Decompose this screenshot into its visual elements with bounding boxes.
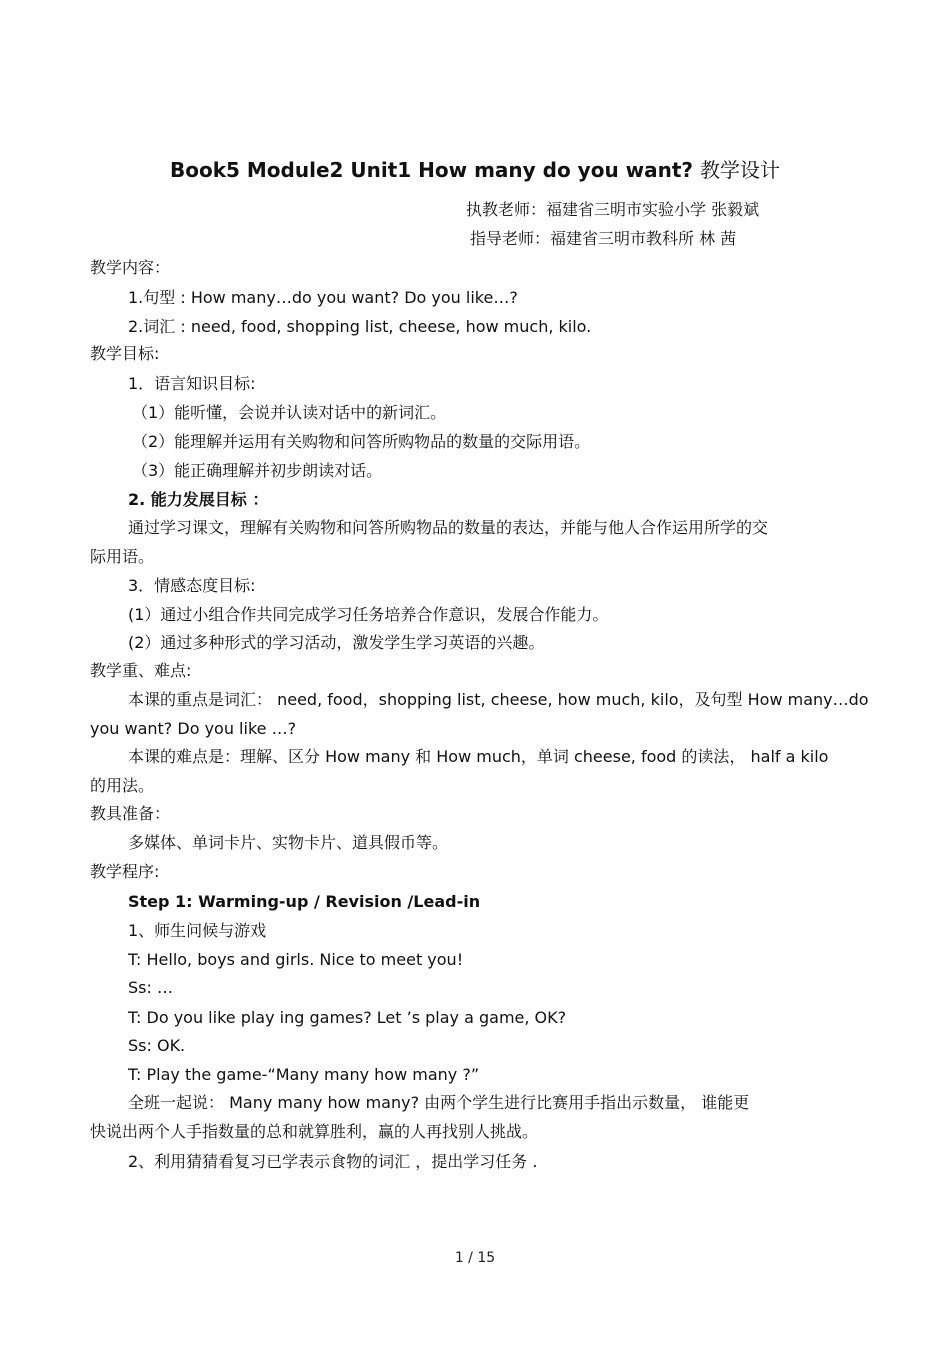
procedure-item: 2、利用猜猜看复习已学表示食物的词汇 ，提出学习任务 . xyxy=(128,1152,538,1171)
dialogue-line: Ss: … xyxy=(128,978,173,997)
objective-item: （2）能理解并运用有关购物和问答所购物品的数量的交际用语。 xyxy=(132,432,591,451)
dialogue-line: T: Play the game-“Many many how many ?” xyxy=(128,1065,480,1084)
objective-item: （1）能听懂，会说并认读对话中的新词汇。 xyxy=(132,403,447,422)
content-item-vocabulary: 2.词汇 : need, food, shopping list, cheese, how much, kilo. xyxy=(128,317,592,336)
document-title xyxy=(0,156,950,184)
materials-text: 多媒体、单词卡片、实物卡片、道具假币等。 xyxy=(128,833,449,852)
game-description-continued: 快说出两个人手指数量的总和就算胜利，赢的人再找别人挑战。 xyxy=(90,1122,539,1141)
section-heading-content: 教学内容： xyxy=(90,258,171,277)
objective-emotion: 3．情感态度目标: xyxy=(128,576,256,595)
section-heading-objectives: 教学目标: xyxy=(90,344,160,363)
section-heading-procedure: 教学程序: xyxy=(90,862,160,881)
author-line-1: 执教老师：福建省三明市实验小学 张毅斌 xyxy=(466,200,760,219)
objective-item: （3）能正确理解并初步朗读对话。 xyxy=(132,461,383,480)
game-description: 全班一起说： Many many how many? 由两个学生进行比赛用手指出示数量， 谁能更 xyxy=(128,1093,750,1112)
objective-language: 1．语言知识目标: xyxy=(128,374,256,393)
dialogue-line: Ss: OK. xyxy=(128,1036,186,1055)
title-chinese: 教学设计 xyxy=(700,158,780,182)
ability-text: 通过学习课文，理解有关购物和问答所购物品的数量的表达，并能与他人合作运用所学的交 xyxy=(128,518,769,537)
dialogue-line: T: Do you like play ing games? Let ’s play a game, OK? xyxy=(128,1008,567,1027)
emotion-item: (1）通过小组合作共同完成学习任务培养合作意识，发展合作能力。 xyxy=(128,605,609,624)
step-1-heading: Step 1: Warming-up / Revision /Lead-in xyxy=(128,892,481,911)
key-points-text: 本课的重点是词汇： need, food，shopping list, cheese, how much, kilo，及句型 How many…do xyxy=(128,690,869,709)
emotion-item: (2）通过多种形式的学习活动，激发学生学习英语的兴趣。 xyxy=(128,633,545,652)
author-line-2: 指导老师：福建省三明市教科所 林 茜 xyxy=(470,229,737,248)
key-points-text-continued: you want? Do you like …? xyxy=(90,719,297,738)
difficult-points-text: 本课的难点是：理解、区分 How many 和 How much，单词 cheese, food 的读法， half a kilo xyxy=(128,747,829,766)
difficult-points-text-continued: 的用法。 xyxy=(90,776,155,795)
content-item-sentence: 1.句型 : How many…do you want? Do you like…? xyxy=(128,288,518,307)
page-number: 1 / 15 xyxy=(454,1250,496,1266)
title-english: Book5 Module2 Unit1 How many do you want? xyxy=(169,158,694,182)
section-heading-materials: 教具准备： xyxy=(90,804,171,823)
objective-ability: 2. 能力发展目标 ： xyxy=(128,490,269,509)
procedure-item: 1、师生问候与游戏 xyxy=(128,921,267,940)
ability-text-continued: 际用语。 xyxy=(90,547,155,566)
dialogue-line: T: Hello, boys and girls. Nice to meet you! xyxy=(128,950,464,969)
section-heading-key-points: 教学重、难点: xyxy=(90,661,192,680)
